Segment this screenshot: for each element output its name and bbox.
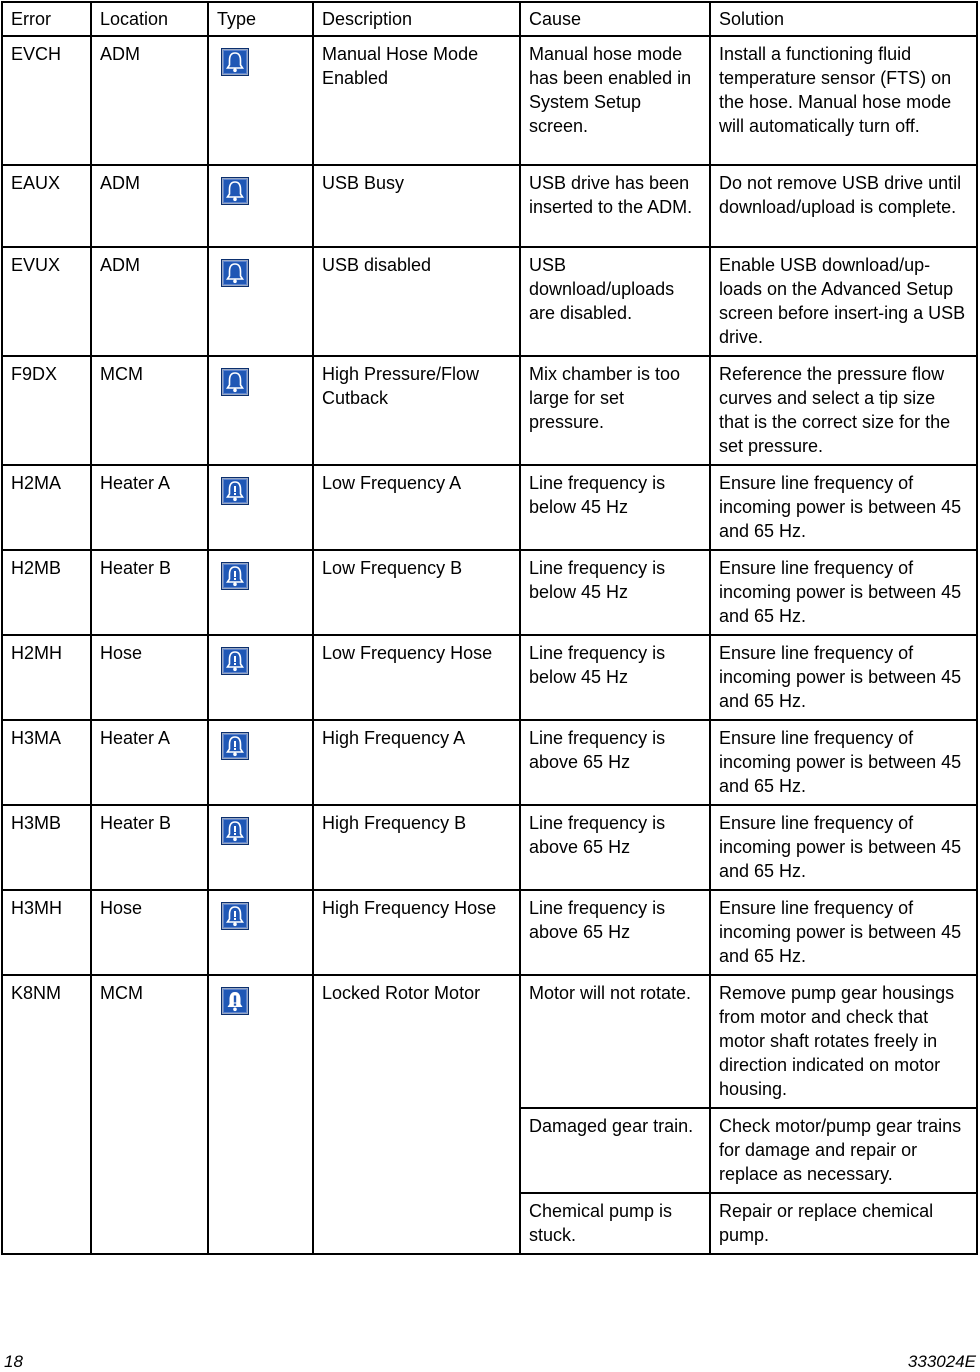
error-code: H3MB bbox=[2, 805, 91, 890]
header-description: Description bbox=[313, 2, 520, 36]
table-row bbox=[2, 550, 977, 635]
header-type: Type bbox=[208, 2, 313, 36]
location: Hose bbox=[91, 890, 208, 975]
solution: Install a functioning fluid temperature sensor (FTS) on the hose. Manual hose mode will automatically turn off. bbox=[710, 36, 977, 165]
table-row bbox=[2, 720, 977, 805]
error-code: H2MB bbox=[2, 550, 91, 635]
cause: Chemical pump is stuck. bbox=[520, 1193, 710, 1254]
solution: Ensure line frequency of incoming power is between 45 and 65 Hz. bbox=[710, 465, 977, 550]
cause: Line frequency is below 45 Hz bbox=[520, 550, 710, 635]
cause: Line frequency is below 45 Hz bbox=[520, 465, 710, 550]
advisory-icon bbox=[221, 48, 249, 76]
description: Locked Rotor Motor bbox=[313, 975, 520, 1254]
deviation-icon bbox=[221, 902, 249, 930]
location: ADM bbox=[91, 247, 208, 356]
type-cell bbox=[208, 356, 313, 465]
error-code: EVUX bbox=[2, 247, 91, 356]
solution: Repair or replace chemical pump. bbox=[710, 1193, 977, 1254]
solution: Enable USB download/up-loads on the Advanced Setup screen before insert-ing a USB drive. bbox=[710, 247, 977, 356]
error-code: H2MH bbox=[2, 635, 91, 720]
advisory-icon bbox=[221, 368, 249, 396]
location: MCM bbox=[91, 975, 208, 1254]
type-cell bbox=[208, 720, 313, 805]
header-location: Location bbox=[91, 2, 208, 36]
location: Heater A bbox=[91, 720, 208, 805]
cause: Line frequency is above 65 Hz bbox=[520, 805, 710, 890]
page-number: 18 bbox=[4, 1352, 23, 1371]
deviation-icon bbox=[221, 817, 249, 845]
table-row bbox=[2, 356, 977, 465]
deviation-icon bbox=[221, 562, 249, 590]
table-row bbox=[2, 805, 977, 890]
deviation-icon bbox=[221, 647, 249, 675]
deviation-icon bbox=[221, 732, 249, 760]
error-table bbox=[1, 1, 978, 1255]
error-code: H2MA bbox=[2, 465, 91, 550]
error-code: EAUX bbox=[2, 165, 91, 247]
location: Heater A bbox=[91, 465, 208, 550]
description: Low Frequency B bbox=[313, 550, 520, 635]
alarm-icon bbox=[221, 987, 249, 1015]
doc-number: 333024E bbox=[907, 1352, 976, 1371]
solution: Do not remove USB drive until download/upload is complete. bbox=[710, 165, 977, 247]
advisory-icon bbox=[221, 259, 249, 287]
type-cell bbox=[208, 465, 313, 550]
solution: Check motor/pump gear trains for damage and repair or replace as necessary. bbox=[710, 1108, 977, 1193]
location: MCM bbox=[91, 356, 208, 465]
header-cause: Cause bbox=[520, 2, 710, 36]
error-code: H3MH bbox=[2, 890, 91, 975]
description: High Pressure/Flow Cutback bbox=[313, 356, 520, 465]
header-solution: Solution bbox=[710, 2, 977, 36]
cause: Line frequency is below 45 Hz bbox=[520, 635, 710, 720]
type-cell bbox=[208, 165, 313, 247]
description: Low Frequency A bbox=[313, 465, 520, 550]
cause: USB drive has been inserted to the ADM. bbox=[520, 165, 710, 247]
cause: USB download/uploads are disabled. bbox=[520, 247, 710, 356]
table-row bbox=[2, 465, 977, 550]
table-row bbox=[2, 890, 977, 975]
cause: Line frequency is above 65 Hz bbox=[520, 890, 710, 975]
cause: Damaged gear train. bbox=[520, 1108, 710, 1193]
type-cell bbox=[208, 635, 313, 720]
location: Heater B bbox=[91, 805, 208, 890]
type-cell bbox=[208, 36, 313, 165]
location: Hose bbox=[91, 635, 208, 720]
description: USB Busy bbox=[313, 165, 520, 247]
error-code: F9DX bbox=[2, 356, 91, 465]
solution: Ensure line frequency of incoming power is between 45 and 65 Hz. bbox=[710, 805, 977, 890]
type-cell bbox=[208, 247, 313, 356]
solution: Ensure line frequency of incoming power is between 45 and 65 Hz. bbox=[710, 635, 977, 720]
cause: Motor will not rotate. bbox=[520, 975, 710, 1108]
description: High Frequency Hose bbox=[313, 890, 520, 975]
solution: Ensure line frequency of incoming power is between 45 and 65 Hz. bbox=[710, 890, 977, 975]
cause: Line frequency is above 65 Hz bbox=[520, 720, 710, 805]
table-row bbox=[2, 247, 977, 356]
advisory-icon bbox=[221, 177, 249, 205]
deviation-icon bbox=[221, 477, 249, 505]
error-code: K8NM bbox=[2, 975, 91, 1254]
type-cell bbox=[208, 975, 313, 1254]
error-code: EVCH bbox=[2, 36, 91, 165]
description: Manual Hose Mode Enabled bbox=[313, 36, 520, 165]
type-cell bbox=[208, 890, 313, 975]
table-row bbox=[2, 165, 977, 247]
solution: Ensure line frequency of incoming power is between 45 and 65 Hz. bbox=[710, 550, 977, 635]
description: Low Frequency Hose bbox=[313, 635, 520, 720]
description: USB disabled bbox=[313, 247, 520, 356]
type-cell bbox=[208, 550, 313, 635]
error-code: H3MA bbox=[2, 720, 91, 805]
type-cell bbox=[208, 805, 313, 890]
cause: Mix chamber is too large for set pressure. bbox=[520, 356, 710, 465]
description: High Frequency A bbox=[313, 720, 520, 805]
header-row bbox=[2, 2, 977, 36]
cause: Manual hose mode has been enabled in System Setup screen. bbox=[520, 36, 710, 165]
location: ADM bbox=[91, 36, 208, 165]
solution: Reference the pressure flow curves and select a tip size that is the correct size for the set pressure. bbox=[710, 356, 977, 465]
table-body bbox=[2, 36, 977, 1254]
solution: Remove pump gear housings from motor and check that motor shaft rotates freely in direction indicated on motor housing. bbox=[710, 975, 977, 1108]
header-error: Error bbox=[2, 2, 91, 36]
table-row bbox=[2, 36, 977, 165]
location: Heater B bbox=[91, 550, 208, 635]
description: High Frequency B bbox=[313, 805, 520, 890]
location: ADM bbox=[91, 165, 208, 247]
solution: Ensure line frequency of incoming power is between 45 and 65 Hz. bbox=[710, 720, 977, 805]
table-row bbox=[2, 635, 977, 720]
table-row bbox=[2, 975, 977, 1108]
